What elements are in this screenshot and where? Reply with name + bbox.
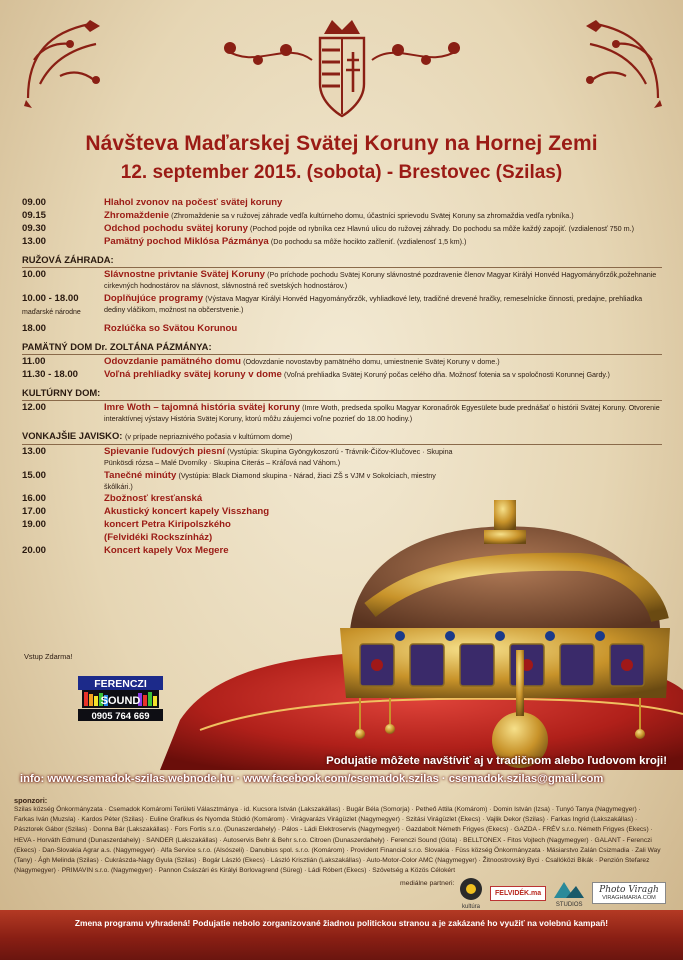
schedule-row [22, 322, 662, 335]
media-logo-studios-label: STUDIOS [555, 902, 583, 908]
schedule-time: 13.00 [22, 236, 47, 247]
schedule-title: Voľná prehliadky svätej koruny v dome [104, 368, 282, 380]
section-heading-memorial: PAMÄTNÝ DOM Dr. ZOLTÁNA PÁZMÁNYA: [22, 341, 662, 355]
section-heading-stage-label: VONKAJŠIE JAVISKO: [22, 430, 123, 441]
schedule-title: Odchod pochodu svätej koruny [104, 223, 248, 234]
schedule-title: koncert Petra Kiripolszkého [104, 519, 231, 530]
schedule-time [22, 292, 104, 319]
schedule-title: Rozlúčka so Svätou Korunou [104, 322, 238, 334]
schedule-title: Pamätný pochod Miklósa Pázmánya [104, 236, 269, 247]
schedule-desc: (Vystúpia: Black Diamond skupina - Nárad, žiaci ZŠ s VJM v Sokolciach, miestny škôlkári.) [104, 470, 436, 491]
schedule-title: Koncert kapely Vox Megere [104, 545, 229, 556]
page-title: Návšteva Maďarskej Svätej Koruny na Hornej Zemi [85, 132, 598, 155]
schedule-time-value: 10.00 - 18.00 [22, 292, 79, 304]
schedule-title: Zhromaždenie [104, 210, 170, 221]
ornament-top-right-icon [570, 14, 666, 108]
ferenczi-line2: SOUND [100, 695, 141, 707]
coat-of-arms-icon [216, 10, 468, 126]
event-date-location: 12. september 2015. (sobota) - Brestovec (Szilas) [120, 162, 563, 183]
schedule-desc: (Do pochodu sa môže hocikto začleniť. (vzdialenosť 1,5 km).) [270, 237, 467, 246]
schedule-time: 09.15 [22, 210, 47, 221]
sponsors-label: sponzori: [14, 796, 48, 805]
schedule-desc: (Po príchode pochodu Svätej Koruny slávnostné pozdravenie členov Magyar Királyi Honvéd Hagyományőrzők,požehnanie cirkevných hodnostárov na slávnost, slávnostná reč svetských hodnostárov.) [104, 270, 657, 290]
section-heading-garden: RUŽOVÁ ZÁHRADA: [22, 254, 662, 268]
schedule-time: 09.00 [22, 197, 47, 208]
schedule-row [22, 268, 662, 292]
section-heading-stage [22, 430, 662, 445]
schedule-row [22, 292, 662, 319]
schedule-desc: (Imre Woth, predseda spolku Magyar Koronaőrök Egyesülete bude prednášať o histórii Svätej Koruny. Otvorenie interaktívnej výstavy História Svätej Koruny, ktorú môžu záujemci voľne pozrieť do 18.00 hodiny.) [104, 402, 660, 423]
holy-crown-illustration [160, 500, 683, 770]
schedule-time: 19.00 [22, 519, 47, 530]
costume-invitation: Podujatie môžete navštíviť aj v tradičnom alebo ľudovom kroji! [326, 755, 667, 767]
schedule-desc: (Výstava Magyar Királyi Honvéd Hagyományőrzők, vyhliadkové lety, tradičné drevené hračky, remeselnícke činnosti, predajne, prehliadka dediny vláčikom, možnost na občerstvenie.) [104, 293, 643, 314]
schedule-row [22, 355, 662, 368]
schedule-subtitle: (Felvidéki Rockszínház) [104, 532, 213, 543]
schedule-row [22, 235, 662, 248]
schedule-row [22, 196, 662, 209]
schedule-time: 10.00 [22, 269, 47, 280]
schedule-row [22, 209, 662, 222]
ferenczi-sound-logo [78, 676, 163, 722]
schedule-row [22, 469, 662, 493]
section-heading-stage-note: (v prípade nepriaznivého počasia v kultúrnom dome) [124, 432, 293, 441]
media-logo-photo-viragh-url: VIRAGHMARIA.COM [602, 895, 656, 901]
media-logo-felvidek-label: FELVIDÉK.ma [495, 889, 542, 897]
media-partner-logos [458, 876, 666, 910]
schedule-row [22, 401, 662, 425]
schedule-title: Akustický koncert kapely Visszhang [104, 506, 270, 517]
media-logo-studios [552, 878, 586, 908]
schedule-time: 18.00 [22, 322, 47, 334]
media-logo-felvidek [490, 886, 546, 901]
schedule-time: 17.00 [22, 506, 47, 517]
schedule-time: 16.00 [22, 493, 47, 504]
sponsors-list: Szilas község Önkormányzata · Csemadok Komáromi Területi Választmánya · id. Kucsora István (Lakszakállas) · Bugár Béla (Somorja) · Petheő Attila (Komárom) · Domin István (Izsa) · Tunyó Tanya (Nagymegyer) · Farkas Iván (Muzsla) · Kardos Péter (Szilas) · Euline Grafikus és Nyomda Stúdió (Komárom) · Virágvarázs Virágüzlet (Nagymegyer) · Szitási Virágüzlet (Ekecs) · Vajlik Dekor (Szilas) · Farkas Ingrid (Lakszakállas) · Pásztorek Gábor (Szilas) · Donna Bár (Lakszakállas) · Fors Fortis s.r.o. (Dunaszerdahely) · Pálos - Ládi Elektroservis (Nagymegyer) · Gazdabolt Németh Frigyes (Ekecs) · GAZDA - FRÉV s.r.o. Németh Frigyes (Ekecs) · HEVA - Horváth Edmund (Dunaszerdahely) · SANDER (Lakszakállas) · Autoservis Behr & Behr s.r.o. Citroen (Dunaszerdahely) · Ferenczi Sound (Gúta) · BELLTONEX - Fitos Vojtech (Nagymegyer) · GALANT - Ferenczi (Ekecs) · Dan-Slovakia Agrar a.s. (Nagymegyer) · Alfa Service s.r.o. (Alsószeli) · Danubius spol. s.r.o. (Komárom) · Provident Financial s.r.o. Slovakia · Füss község Önkormányzata · Másiarstvo Zalán Csizmadia · Zali Way (Tany) · Ágh Melinda (Szilas) · Cukrászda-Nagy Gyula (Szilas) · Bogár László (Ekecs) · László Krisztián (Lakszakállas) · Auto-Motor-Color AMC (Nagymegyer) · Žitnoostrovský Byci · Csallóközi Bikák · Penzión Stefarez (Nagymegyer) · PRIMAVIN s.r.o. (Nagymegyer) · Pannon Császári és Királyi Borlovagrend (Süreg) · Ládi Róbert (Ekecs) · Szövetség a Közös Célokért [14, 806, 661, 875]
footer-disclaimer: Zmena programu vyhradená! Podujatie nebolo zorganizované žiadnou politickou stranou a je zakázané ho využiť na volebnú kampaň! [74, 918, 609, 928]
schedule-time: 11.00 [22, 355, 46, 367]
schedule-extra: maďarské národne [22, 308, 81, 316]
schedule-time: 13.00 [22, 446, 47, 457]
schedule-row [22, 445, 662, 469]
contact-links[interactable]: info: www.csemadok-szilas.webnode.hu · www.facebook.com/csemadok.szilas · csemadok.szilas@gmail.com [20, 773, 604, 785]
schedule-desc: (Voľná prehliadka Svätej Koruný počas celého dňa. Možnosť fotenia sa v spoločnosti Korunnej Gardy.) [284, 369, 610, 379]
schedule-title: Doplňujúce programy [104, 292, 204, 304]
media-partners-label: mediálne partneri: [400, 880, 455, 887]
schedule-time: 12.00 [22, 401, 47, 413]
schedule-desc: (Odovzdanie novostavby pamätného domu, umiestnenie Svätej Koruny v dome.) [243, 356, 500, 366]
media-logo-photo-viragh [592, 882, 666, 904]
ferenczi-line1: FERENCZI [94, 678, 147, 690]
media-logo-kultura-label: kultúra [461, 904, 480, 910]
schedule-desc: (Vystúpia: Skupina Gyöngykoszorú - Trávnik-Čičov-Klučovec · Skupina Pünkösdi rózsa – Malé Dvorníky · Skupina Citerás – Kráľová nad Váhom.) [104, 447, 453, 467]
schedule-title: Spievanie ľudových piesní [104, 446, 225, 457]
schedule-time: 09.30 [22, 223, 47, 234]
media-logo-kultura [458, 876, 484, 910]
schedule-time: 20.00 [22, 545, 47, 556]
ornament-top-left-icon [20, 14, 116, 108]
schedule-title: Tanečné minúty [104, 469, 177, 481]
free-entry-note: Vstup Zdarma! [24, 652, 73, 661]
schedule-desc: (Zhromaždenie sa v ružovej záhrade vedľa kultúrneho domu, účastníci sprievodu Svätej Koruny sa zhromaždia vedľa rybníka.) [171, 211, 574, 220]
schedule-time: 15.00 [22, 469, 47, 481]
schedule-desc: (Pochod pojde od rybníka cez Hlavnú ulicu do ružovej záhrady. Do pochodu sa môže každý zapojiť. (vzdialenosť 750 m.) [250, 224, 635, 233]
schedule-row [22, 368, 662, 381]
schedule-title: Imre Woth – tajomná história svätej koruny [104, 401, 301, 413]
schedule-title: Slávnostne privtanie Svätej Koruny [104, 269, 266, 280]
section-heading-culture: KULTÚRNY DOM: [22, 387, 662, 401]
schedule-title: Odovzdanie pamätného domu [104, 355, 241, 367]
schedule-row [22, 222, 662, 235]
ferenczi-phone: 0905 764 669 [91, 711, 150, 722]
media-logo-photo-viragh-label: Photo Viragh [599, 885, 659, 895]
schedule-time: 11.30 - 18.00 [22, 368, 79, 380]
schedule-title: Hlahol zvonov na počesť svätej koruny [104, 197, 283, 208]
schedule-title: Zbožnosť kresťanská [104, 493, 203, 504]
